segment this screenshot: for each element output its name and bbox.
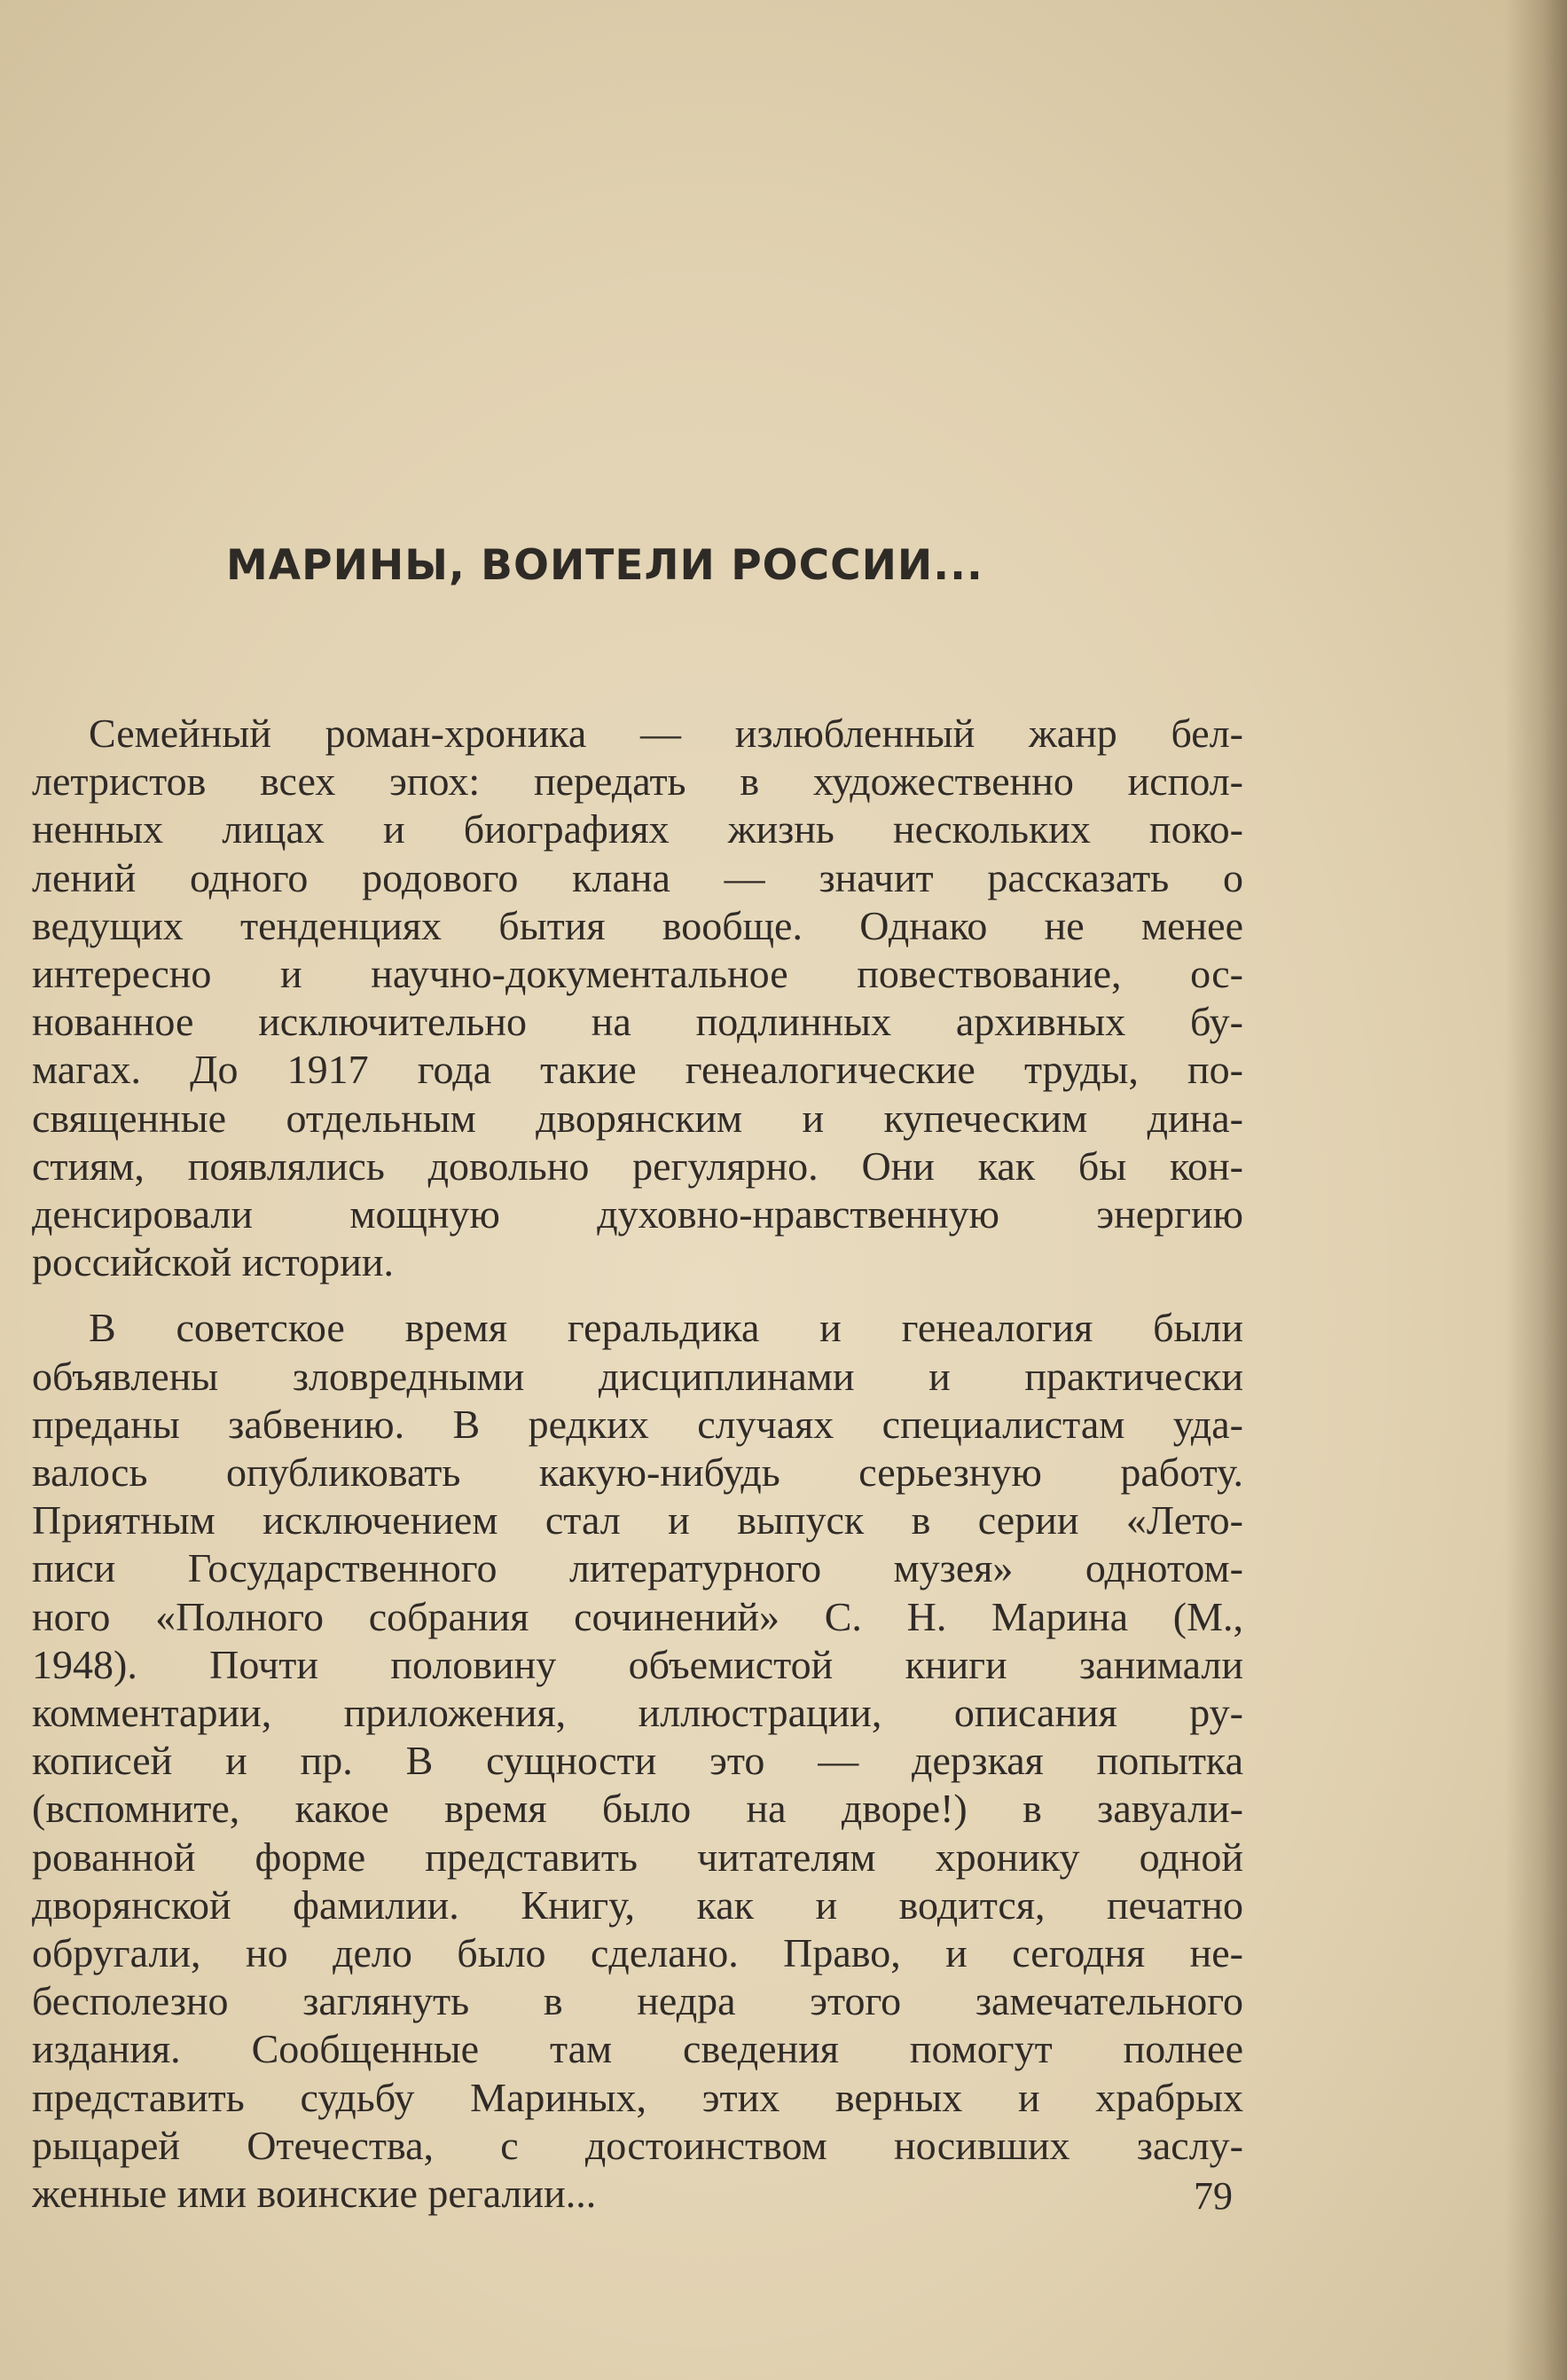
- text-line: ного «Полного собрания сочинений» С. Н. Марина (М.,: [32, 1593, 1243, 1639]
- text-line: издания. Сообщенные там сведения помогут полнее: [32, 2026, 1243, 2072]
- text-line: нованное исключительно на подлинных архивных бу-: [32, 999, 1243, 1045]
- page-spine-shadow: [1505, 0, 1567, 2380]
- text-line: летристов всех эпох: передать в художественно испол-: [32, 758, 1243, 805]
- text-line: интересно и научно-документальное повествование, ос-: [32, 951, 1243, 997]
- text-line: рыцарей Отечества, с достоинством носивших заслу-: [32, 2122, 1243, 2168]
- text-line: объявлены зловредными дисциплинами и практически: [32, 1353, 1243, 1399]
- text-line: дворянской фамилии. Книгу, как и водится, печатно: [32, 1881, 1243, 1928]
- text-line: кописей и пр. В сущности это — дерзкая попытка: [32, 1738, 1243, 1784]
- page-number: 79: [1194, 2174, 1233, 2218]
- text-line: денсировали мощную духовно-нравственную энергию: [32, 1191, 1243, 1237]
- text-line: женные ими воинские регалии...: [32, 2171, 597, 2217]
- text-line: писи Государственного литературного музея» однотом-: [32, 1545, 1243, 1591]
- text-line: преданы забвению. В редких случаях специалистам уда-: [32, 1401, 1243, 1447]
- text-line: лений одного родового клана — значит рассказать о: [32, 854, 1243, 900]
- text-line: магах. До 1917 года такие генеалогические труды, по-: [32, 1047, 1243, 1093]
- text-line: (вспомните, какое время было на дворе!) в завуали-: [32, 1786, 1243, 1832]
- text-line: ненных лицах и биографиях жизнь нескольких поко-: [32, 806, 1243, 852]
- text-line: обругали, но дело было сделано. Право, и сегодня не-: [32, 1930, 1243, 1976]
- text-line: представить судьбу Мариных, этих верных и храбрых: [32, 2074, 1243, 2120]
- text-line: рованной форме представить читателям хронику одной: [32, 1834, 1243, 1880]
- text-line: бесполезно заглянуть в недра этого замечательного: [32, 1978, 1243, 2024]
- text-line: 1948). Почти половину объемистой книги занимали: [32, 1641, 1243, 1687]
- text-line: российской истории.: [32, 1239, 395, 1285]
- text-line: В советское время геральдика и генеалогия были: [89, 1305, 1243, 1351]
- text-line: Семейный роман-хроника — излюбленный жанр бел-: [89, 711, 1243, 756]
- paragraph-2: [32, 1304, 1243, 2218]
- chapter-heading: МАРИНЫ, ВОИТЕЛИ РОССИИ...: [226, 541, 983, 590]
- text-line: Приятным исключением стал и выпуск в серии «Лето-: [32, 1497, 1243, 1543]
- body-text: [32, 710, 1243, 2218]
- text-line: комментарии, приложения, иллюстрации, описания ру-: [32, 1690, 1243, 1736]
- text-line: ведущих тенденциях бытия вообще. Однако не менее: [32, 902, 1243, 948]
- text-line: священные отдельным дворянским и купеческим дина-: [32, 1095, 1243, 1141]
- paragraph-1: [32, 710, 1243, 1286]
- text-line: валось опубликовать какую-нибудь серьезную работу.: [32, 1449, 1243, 1496]
- text-line: стиям, появлялись довольно регулярно. Они как бы кон-: [32, 1143, 1243, 1189]
